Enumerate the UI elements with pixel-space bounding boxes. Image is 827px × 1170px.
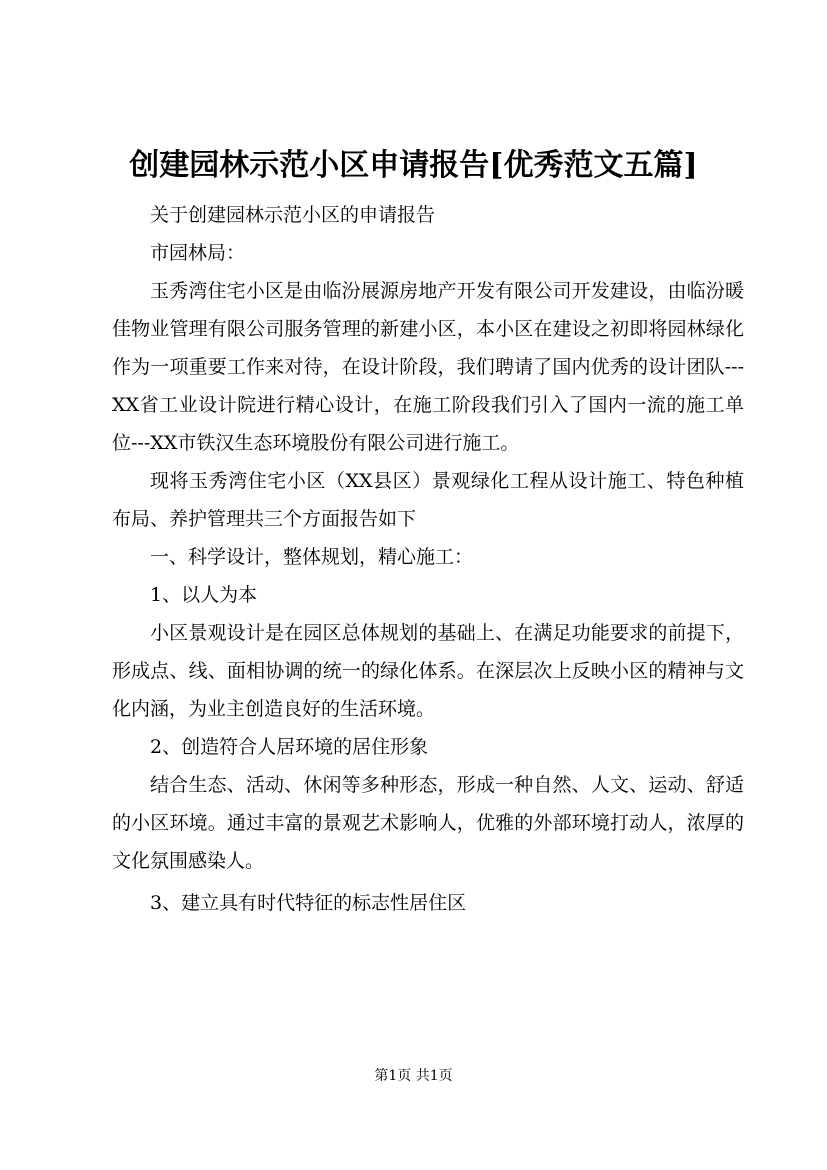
paragraph-intro: 玉秀湾住宅小区是由临汾展源房地产开发有限公司开发建设，由临汾暖佳物业管理有限公司服务管理的新建小区，本小区在建设之初即将园林绿化作为一项重要工作来对待，在设计阶段，我们聘请了国内优秀的设计团队---XX省工业设计院进行精心设计，在施工阶段我们引入了国内一流的施工单位---XX市铁汉生态环境股份有限公司进行施工。 — [112, 280, 744, 454]
paragraph-item-two-body: 结合生态、活动、休闲等多种形态，形成一种自然、人文、运动、舒适的小区环境。通过丰富的景观艺术影响人，优雅的外部环境打动人，浓厚的文化氛围感染人。 — [112, 774, 744, 872]
paragraph-item-three-heading: 3、建立具有时代特征的标志性居住区 — [150, 892, 467, 914]
paragraph-recipient: 市园林局： — [150, 242, 246, 264]
paragraph-report-heading: 关于创建园林示范小区的申请报告 — [150, 204, 436, 226]
document-body — [112, 196, 744, 922]
paragraph-item-one-heading: 1、以人为本 — [150, 584, 258, 606]
paragraph-section-one-heading: 一、科学设计，整体规划，精心施工： — [150, 546, 474, 568]
document-title: 创建园林示范小区申请报告[优秀范文五篇] — [129, 148, 698, 183]
page-footer: 第1页 共1页 — [374, 1068, 453, 1084]
paragraph-item-one-body: 小区景观设计是在园区总体规划的基础上、在满足功能要求的前提下，形成点、线、面相协调的统一的绿化体系。在深层次上反映小区的精神与文化内涵，为业主创造良好的生活环境。 — [112, 622, 744, 720]
paragraph-item-two-heading: 2、创造符合人居环境的居住形象 — [150, 736, 429, 758]
paragraph-report-scope: 现将玉秀湾住宅小区（XX县区）景观绿化工程从设计施工、特色种植布局、养护管理共三个方面报告如下 — [112, 470, 744, 530]
